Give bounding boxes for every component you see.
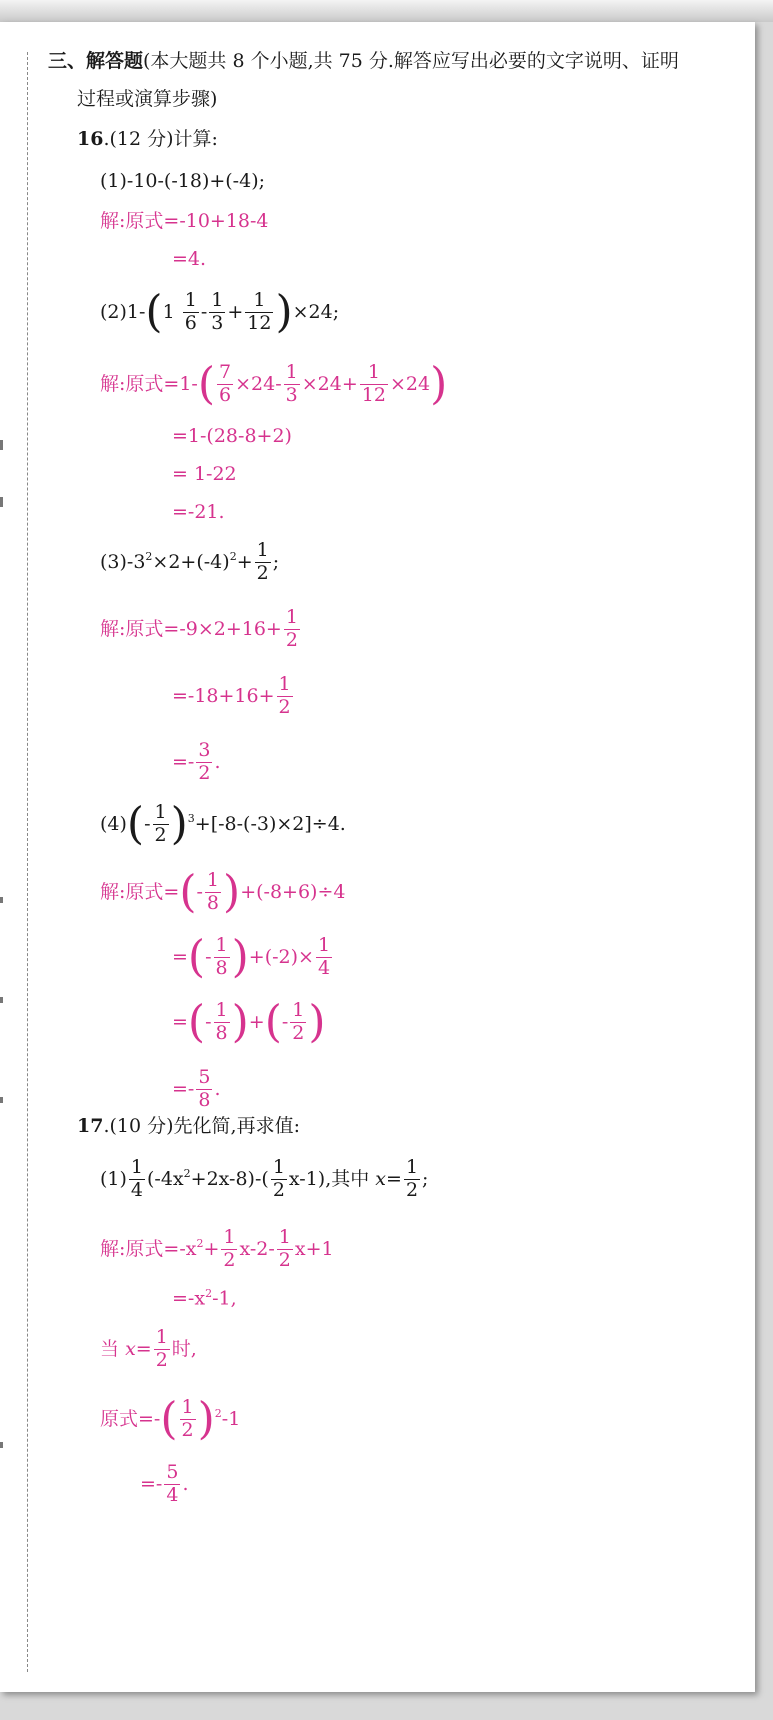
fraction: $\frac{1}{2}$ [181,1396,194,1441]
fraction: $\frac{1}{4}$ [130,1156,144,1201]
binding-margin-line [27,52,28,1672]
q16-part3-problem: $(3)-3^2\times 2+(-4)^2+$ $\frac{1}{2}$ ; [100,539,280,584]
q16-part2-step: = 1-22 [172,463,237,485]
q16-part4-step: =(- $\frac{1}{8}$ )+(-2)× $\frac{1}{4}$ [172,931,331,983]
fraction: $\frac{3}{2}$ [198,739,211,784]
fraction: $\frac{1}{2}$ [256,539,269,584]
fraction: $\frac{1}{2}$ [292,999,305,1044]
fraction: $\frac{1}{8}$ [215,999,228,1044]
fraction: $\frac{1}{12}$ [361,361,386,406]
q17-part1-problem: (1) $\frac{1}{4}$ $(-4x^2+2x-8)-$( $\frac{1}{2}$ x-1),其中 x= $\frac{1}{2}$ ; [100,1156,429,1201]
document-page [0,22,755,1692]
section-description-cont: 过程或演算步骤) [77,88,218,110]
fraction: $\frac{5}{8}$ [198,1066,211,1111]
q16-part4-step: =(- $\frac{1}{8}$ )+(- $\frac{1}{2}$ ) [172,996,326,1048]
section-title: 三、解答题 [48,50,144,72]
q16-part2-solution: 解:原式=1-( $\frac{7}{6}$ ×24- $\frac{1}{3}$ ×24+ $\frac{1}{12}$ ×24) [100,358,448,410]
question-instruction: .(10 分)先化简,再求值: [103,1115,300,1137]
fraction: $\frac{1}{2}$ [278,1226,291,1271]
q16-part4-step: =- $\frac{5}{8}$ . [172,1066,221,1111]
margin-mark [0,997,3,1003]
q16-part3-step: =- $\frac{3}{2}$ . [172,739,221,784]
fraction: $\frac{1}{2}$ [223,1226,236,1271]
fraction: $\frac{7}{6}$ [219,361,232,406]
fraction: $\frac{1}{3}$ [211,289,224,334]
fraction: $\frac{1}{2}$ [405,1156,419,1201]
fraction: $\frac{1}{4}$ [317,934,331,979]
margin-mark [0,497,3,507]
fraction: $\frac{5}{4}$ [166,1461,179,1506]
margin-mark [0,440,3,450]
top-toolbar [0,0,773,22]
fraction: $\frac{1}{2}$ [154,801,167,846]
fraction: $\frac{1}{2}$ [278,673,291,718]
q16-part1-problem: (1)-10-(-18)+(-4); [100,170,266,192]
fraction: $\frac{1}{2}$ [285,606,298,651]
fraction: $\frac{1}{12}$ [247,289,272,334]
q16-part2-step: =-21. [172,501,225,523]
q16-part2-step: =1-(28-8+2) [172,425,292,447]
q16-part1-step: =4. [172,248,207,270]
margin-mark [0,1097,3,1103]
section-header [48,52,679,71]
q17-part1-substitution: 当 x= $\frac{1}{2}$ 时, [100,1326,197,1371]
question-instruction: .(12 分)计算: [103,128,218,150]
q16-part3-solution: 解:原式=-9×2+16+ $\frac{1}{2}$ [100,606,298,651]
q17-part1-step: $=-x^2-1$, [172,1287,237,1310]
margin-mark [0,897,3,903]
q16-part4-solution: 解:原式=(- $\frac{1}{8}$ )+(-8+6)÷4 [100,866,346,918]
q16-part2-problem: (2)1-(1 $\frac{1}{6}$ - $\frac{1}{3}$ + $\frac{1}{12}$ )×24; [100,286,340,338]
q17-part1-evaluation: 原式=-( $\frac{1}{2}$ )$^2$-1 [100,1393,241,1445]
q16-part4-problem: (4)(- $\frac{1}{2}$ )$^3$+[-8-(-3)×2]÷4. [100,798,346,850]
fraction: $\frac{1}{2}$ [155,1326,168,1371]
q17-part1-solution: 解:原式$=-x^2+$ $\frac{1}{2}$ x-2- $\frac{1}{2}$ x+1 [100,1226,334,1271]
fraction: $\frac{1}{2}$ [272,1156,285,1201]
question-number: 17 [77,1115,104,1137]
fraction: $\frac{1}{8}$ [215,934,228,979]
question-17-header [77,1117,300,1136]
fraction: $\frac{1}{6}$ [184,289,197,334]
q16-part1-solution: 解:原式=-10+18-4 [100,210,269,232]
q17-part1-final: =- $\frac{5}{4}$ . [140,1461,189,1506]
fraction: $\frac{1}{3}$ [285,361,298,406]
question-16-header [77,130,218,149]
margin-mark [0,1442,3,1448]
section-description: (本大题共 8 个小题,共 75 分.解答应写出必要的文字说明、证明 [143,50,679,72]
q16-part3-step: =-18+16+ $\frac{1}{2}$ [172,673,291,718]
fraction: $\frac{1}{8}$ [206,869,220,914]
question-number: 16 [77,128,104,150]
